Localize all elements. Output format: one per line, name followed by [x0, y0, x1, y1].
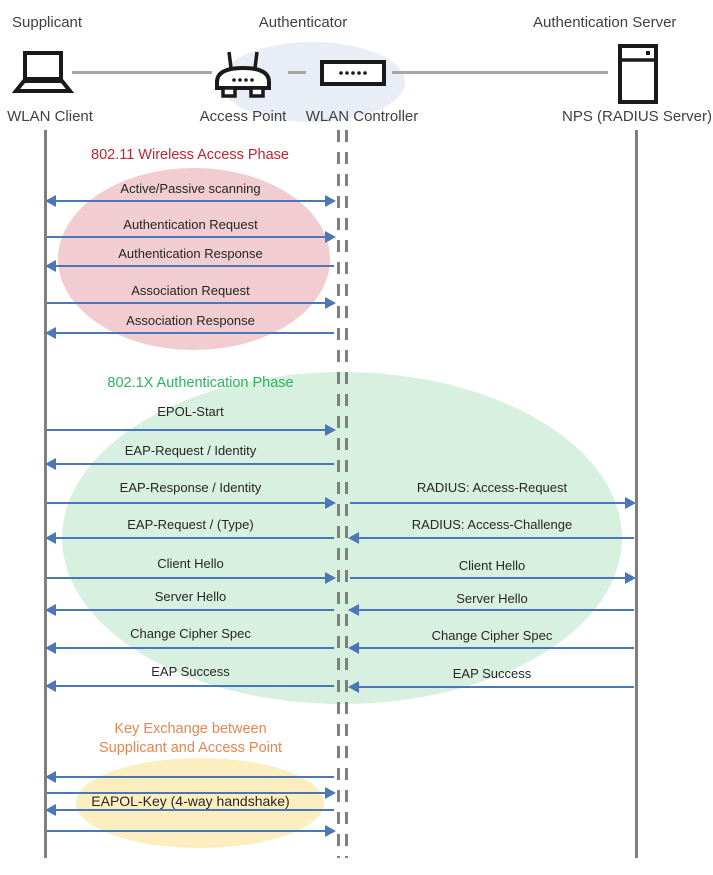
arrow-client-hello-left [47, 577, 334, 579]
role-supplicant: Supplicant [12, 14, 83, 31]
device-wlan-client: WLAN Client [7, 108, 93, 125]
phase3-title [73, 720, 308, 758]
message-label: Change Cipher Spec [431, 628, 553, 643]
arrow-authentication-response [47, 265, 334, 267]
device-access-point: Access Point [199, 108, 287, 125]
lifeline-nps-server [635, 130, 638, 858]
arrow-association-response [47, 332, 334, 334]
connector-controller-server [392, 71, 608, 74]
arrow-server-hello-left [47, 609, 334, 611]
arrow-eap-success-left [47, 685, 334, 687]
message-label: EAP Success [452, 666, 532, 681]
role-authentication-server: Authentication Server [533, 14, 677, 31]
message-label: Server Hello [154, 589, 227, 604]
message-label: EAP-Request / Identity [124, 443, 257, 458]
message-label: RADIUS: Access-Challenge [411, 517, 573, 532]
message-label: Active/Passive scanning [120, 181, 261, 196]
arrow-active-passive-scanning [47, 200, 334, 202]
phase3-title-line2: Supplicant and Access Point [99, 740, 282, 756]
message-label: RADIUS: Access-Request [416, 480, 568, 495]
arrow-change-cipher-spec-left [47, 647, 334, 649]
device-nps-radius-server: NPS (RADIUS Server) [561, 108, 713, 125]
connector-ap-controller [288, 71, 306, 74]
arrow-eap-request-type [47, 537, 334, 539]
arrow-radius-access-challenge [350, 537, 634, 539]
message-label: Change Cipher Spec [130, 626, 251, 641]
message-label: Authentication Response [118, 246, 263, 261]
arrow-client-hello-right [350, 577, 634, 579]
arrow-radius-access-request [350, 502, 634, 504]
access-point-icon [212, 48, 274, 102]
arrow-eapol-key-4 [47, 830, 334, 832]
arrow-server-hello-right [350, 609, 634, 611]
wlan-controller-icon [320, 60, 386, 86]
message-label: EAP-Request / (Type) [127, 517, 254, 532]
arrow-eap-request-identity [47, 463, 334, 465]
connector-client-ap [72, 71, 212, 74]
arrow-epol-start [47, 429, 334, 431]
message-label: Association Response [126, 313, 255, 328]
arrow-change-cipher-spec-right [350, 647, 634, 649]
message-label: Server Hello [456, 591, 528, 606]
server-icon [617, 44, 659, 104]
phase3-title-line1: Key Exchange between [114, 721, 267, 737]
message-label: Client Hello [157, 556, 224, 571]
message-label: EAP-Response / Identity [119, 480, 262, 495]
phase1-title: 802.11 Wireless Access Phase [91, 147, 289, 163]
arrow-eapol-key-1 [47, 776, 334, 778]
lifeline-wlan-controller-dashed-2 [345, 130, 348, 858]
phase2-title: 802.1X Authentication Phase [107, 375, 294, 391]
message-label: Client Hello [458, 558, 526, 573]
arrow-authentication-request [47, 236, 334, 238]
role-authenticator: Authenticator [258, 14, 348, 31]
arrow-eapol-key-3 [47, 809, 334, 811]
message-label: EAP Success [151, 664, 230, 679]
arrow-association-request [47, 302, 334, 304]
message-label: Association Request [131, 283, 250, 298]
arrow-eap-response-identity [47, 502, 334, 504]
laptop-icon [12, 50, 74, 98]
device-wlan-controller: WLAN Controller [305, 108, 419, 125]
message-label: EPOL-Start [157, 404, 224, 419]
lifeline-wlan-controller-dashed-1 [337, 130, 340, 858]
message-label: EAPOL-Key (4-way handshake) [91, 793, 290, 809]
arrow-eap-success-right [350, 686, 634, 688]
message-label: Authentication Request [123, 217, 258, 232]
